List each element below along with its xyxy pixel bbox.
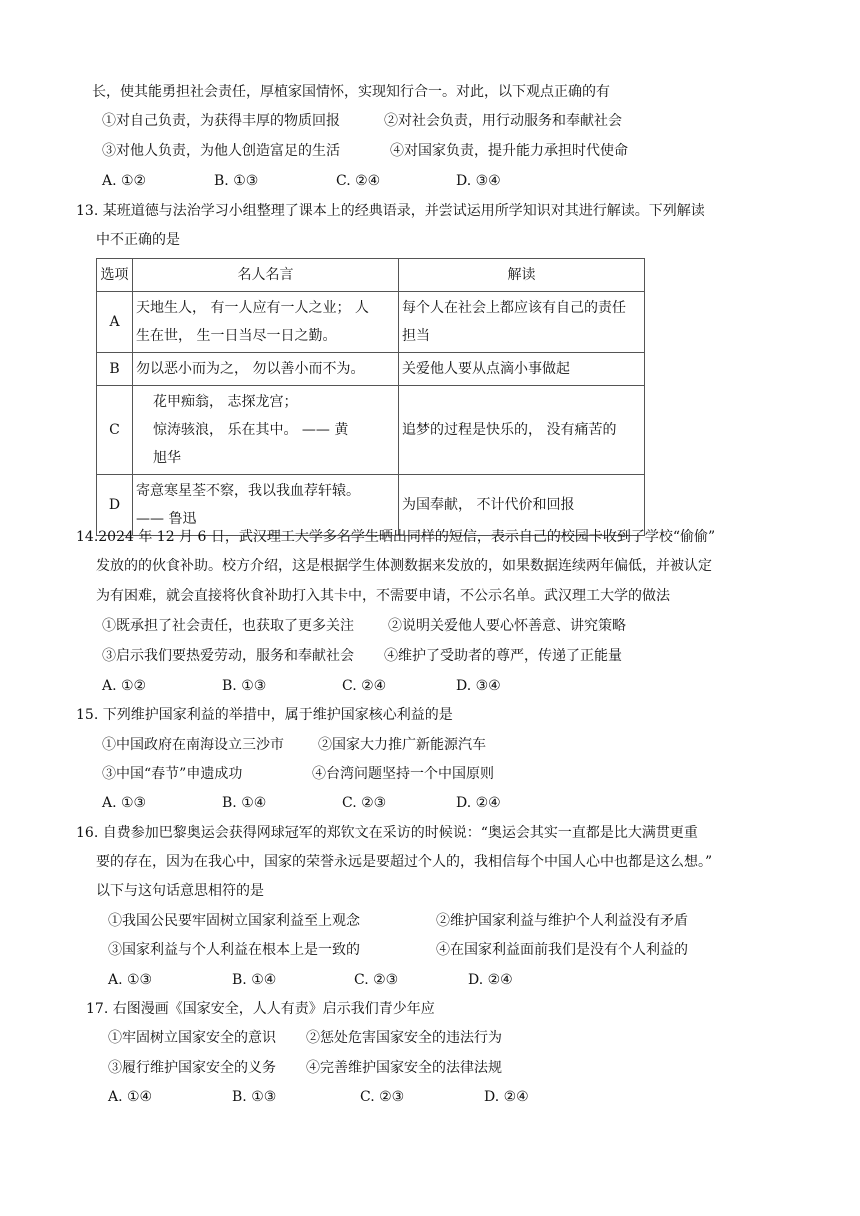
q14-statement-2: ②说明关爱他人要心怀善意、讲究策略 <box>388 618 626 634</box>
table-row <box>97 386 645 475</box>
quote-line: 生在世， 生一日当尽一日之勤。 <box>136 328 337 344</box>
q12-statement-1: ①对自己负责，为获得丰厚的物质回报 <box>102 113 340 129</box>
header-reading: 解读 <box>399 259 645 292</box>
q17-option-a: A. ①④ <box>108 1089 153 1105</box>
q16-statement-1: ①我国公民要牢固树立国家利益至上观念 <box>108 913 360 929</box>
quote-line: 勿以恶小而为之， 勿以善小而不为。 <box>136 361 365 377</box>
q17-statement-3: ③履行维护国家安全的义务 <box>108 1060 276 1076</box>
q15-option-b: B. ①④ <box>222 795 267 811</box>
q14-option-d: D. ③④ <box>456 678 501 694</box>
quote-table <box>96 258 645 536</box>
quote-line: 旭华 <box>153 450 181 466</box>
quote-cell <box>133 386 399 475</box>
q14-option-b: B. ①③ <box>222 678 267 694</box>
q12-statement-2: ②对社会负责，用行动服务和奉献社会 <box>384 113 622 129</box>
quote-line: 惊涛骇浪， 乐在其中。 —— 黄 <box>153 422 349 438</box>
q15-statement-2: ②国家大力推广新能源汽车 <box>318 737 486 753</box>
q16-stem-line-3: 以下与这句话意思相符的是 <box>96 883 264 899</box>
q15-option-c: C. ②③ <box>342 795 387 811</box>
q17-option-c: C. ②③ <box>360 1089 405 1105</box>
q13-stem-line-2: 中不正确的是 <box>96 232 180 248</box>
q16-option-c: C. ②③ <box>354 972 399 988</box>
reading-line: 关爱他人要从点滴小事做起 <box>402 361 570 377</box>
q15-statement-3: ③中国“春节”申遗成功 <box>102 766 243 782</box>
quote-cell <box>133 353 399 386</box>
table-row <box>97 353 645 386</box>
q14-statement-1: ①既承担了社会责任，也获取了更多关注 <box>102 618 354 634</box>
q14-statement-4: ④维护了受助者的尊严，传递了正能量 <box>384 648 622 664</box>
q16-option-b: B. ①④ <box>232 972 277 988</box>
q17-option-d: D. ②④ <box>484 1089 529 1105</box>
q12-statement-4: ④对国家负责，提升能力承担时代使命 <box>390 143 628 159</box>
q12-statement-3: ③对他人负责，为他人创造富足的生活 <box>102 143 340 159</box>
q13-stem-line-1: 13. 某班道德与法治学习小组整理了课本上的经典语录，并尝试运用所学知识对其进行解读。下列解读 <box>76 203 705 219</box>
q15-statement-4: ④台湾问题坚持一个中国原则 <box>312 766 494 782</box>
q14-stem-line-3: 为有困难，就会直接将伙食补助打入其卡中，不需要申请，不公示名单。武汉理工大学的做法 <box>96 588 670 604</box>
q15-statement-1: ①中国政府在南海设立三沙市 <box>102 737 284 753</box>
q14-statement-3: ③启示我们要热爱劳动，服务和奉献社会 <box>102 648 354 664</box>
quote-line: 寄意寒星荃不察，我以我血荐轩辕。 <box>136 483 360 499</box>
q12-option-a: A. ①② <box>102 173 147 189</box>
quote-line: 天地生人， 有一人应有一人之业； 人 <box>136 300 369 316</box>
header-quote: 名人名言 <box>133 259 399 292</box>
q17-statement-1: ①牢固树立国家安全的意识 <box>108 1030 276 1046</box>
q16-stem-line-1: 16. 自费参加巴黎奥运会获得网球冠军的郑钦文在采访的时候说：“奥运会其实一直都是比大满贯更重 <box>76 825 698 841</box>
q15-option-d: D. ②④ <box>456 795 501 811</box>
row-label: C <box>97 386 133 475</box>
q12-option-d: D. ③④ <box>456 173 501 189</box>
q17-statement-4: ④完善维护国家安全的法律法规 <box>306 1060 502 1076</box>
q15-stem: 15. 下列维护国家利益的举措中，属于维护国家核心利益的是 <box>76 707 453 723</box>
q16-stem-line-2: 要的存在，因为在我心中，国家的荣誉永远是要超过个人的，我相信每个中国人心中也都是这么想。” <box>96 854 713 870</box>
reading-line: 每个人在社会上都应该有自己的责任 <box>402 300 626 316</box>
q17-option-b: B. ①③ <box>232 1089 277 1105</box>
q16-option-d: D. ②④ <box>468 972 513 988</box>
quote-cell <box>133 292 399 353</box>
q17-stem: 17. 右图漫画《国家安全，人人有责》启示我们青少年应 <box>86 1001 435 1017</box>
q12-option-c: C. ②④ <box>336 173 381 189</box>
q14-option-a: A. ①② <box>102 678 147 694</box>
reading-line: 担当 <box>402 328 430 344</box>
reading-line: 追梦的过程是快乐的， 没有痛苦的 <box>402 422 617 438</box>
reading-line: 为国奉献， 不计代价和回报 <box>402 497 575 513</box>
reading-cell <box>399 353 645 386</box>
quote-line: —— 鲁迅 <box>136 511 197 527</box>
q14-option-c: C. ②④ <box>342 678 387 694</box>
q17-statement-2: ②惩处危害国家安全的违法行为 <box>306 1030 502 1046</box>
header-option: 选项 <box>97 259 133 292</box>
q16-statement-3: ③国家利益与个人利益在根本上是一致的 <box>108 942 360 958</box>
quote-line: 花甲痴翁， 志探龙宫； <box>153 394 298 410</box>
q14-stem-line-2: 发放的的伙食补助。校方介绍，这是根据学生体测数据来发放的，如果数据连续两年偏低，并被认定 <box>96 558 712 574</box>
row-label: B <box>97 353 133 386</box>
quote-table-header <box>97 259 645 292</box>
q12-option-b: B. ①③ <box>214 173 259 189</box>
q16-statement-2: ②维护国家利益与维护个人利益没有矛盾 <box>436 913 688 929</box>
reading-cell <box>399 292 645 353</box>
reading-cell <box>399 386 645 475</box>
row-label: A <box>97 292 133 353</box>
row-label: D <box>97 475 133 536</box>
q14-stem-line-1: 14.2024 年 12 月 6 日，武汉理工大学多名学生晒出同样的短信，表示自己的校园卡收到了学校“偷偷” <box>76 529 716 545</box>
table-row <box>97 292 645 353</box>
q16-statement-4: ④在国家利益面前我们是没有个人利益的 <box>436 942 688 958</box>
q12-stem-tail: 长，使其能勇担社会责任，厚植家国情怀，实现知行合一。对此，以下观点正确的有 <box>92 84 610 100</box>
q16-option-a: A. ①③ <box>108 972 153 988</box>
q15-option-a: A. ①③ <box>102 795 147 811</box>
